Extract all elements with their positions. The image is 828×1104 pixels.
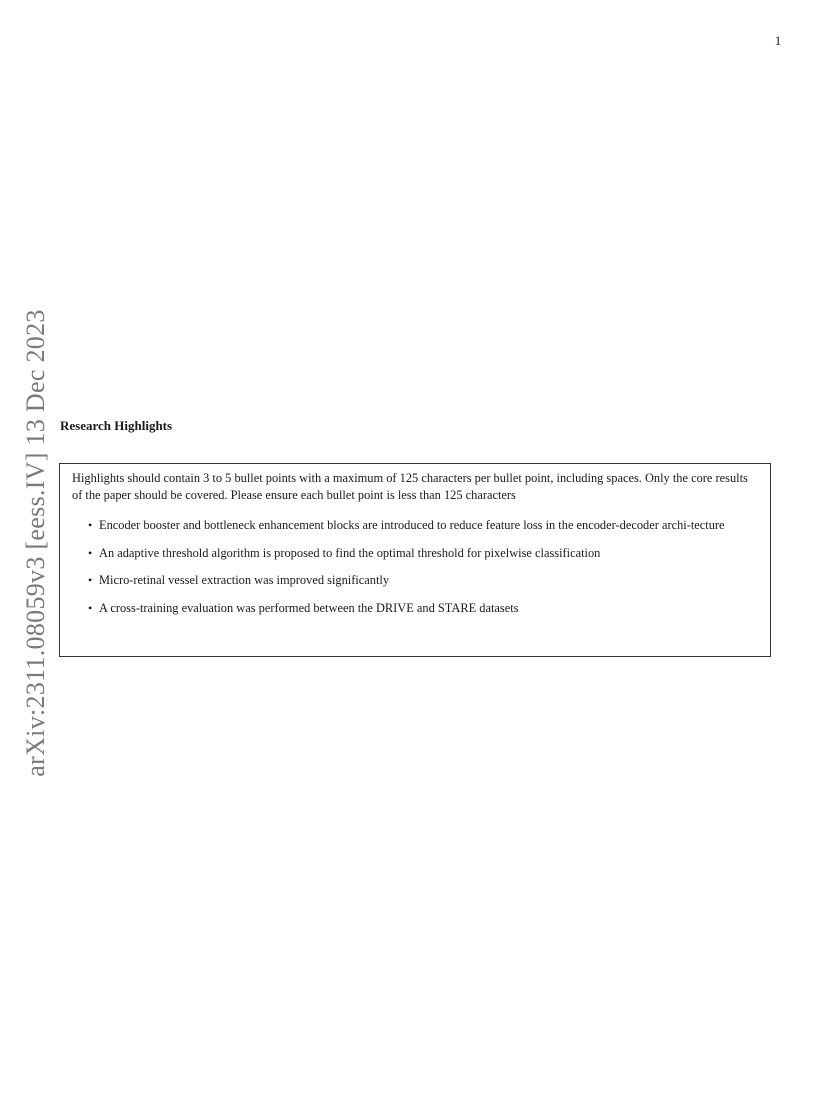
highlight-item	[72, 572, 758, 589]
highlight-text: Encoder booster and bottleneck enhancement blocks are introduced to reduce feature loss in the encoder-decoder archi-tecture	[99, 518, 725, 532]
highlight-item	[72, 600, 758, 617]
highlight-text: Micro-retinal vessel extraction was improved significantly	[99, 573, 390, 587]
highlight-text: An adaptive threshold algorithm is proposed to find the optimal threshold for pixelwise classification	[99, 545, 601, 560]
highlight-item	[72, 545, 758, 562]
highlights-instructions: Highlights should contain 3 to 5 bullet points with a maximum of 125 characters per bullet point, including spaces. Only the core results of the paper should be covered. Please ensure each bullet point is less than 125 characters	[72, 471, 748, 502]
highlights-box	[59, 463, 771, 657]
arxiv-identifier-stamp: arXiv:2311.08059v3 [eess.IV] 13 Dec 2023	[21, 309, 50, 777]
highlights-list	[72, 517, 758, 616]
highlight-item	[72, 517, 758, 534]
bullet-icon: •	[88, 545, 93, 560]
bullet-icon: •	[88, 600, 93, 615]
bullet-icon: •	[88, 518, 93, 532]
research-highlights-heading: Research Highlights	[60, 418, 173, 433]
page-number: 1	[774, 33, 782, 48]
bullet-icon: •	[88, 573, 93, 587]
highlight-text: A cross-training evaluation was performed between the DRIVE and STARE datasets	[99, 600, 519, 615]
